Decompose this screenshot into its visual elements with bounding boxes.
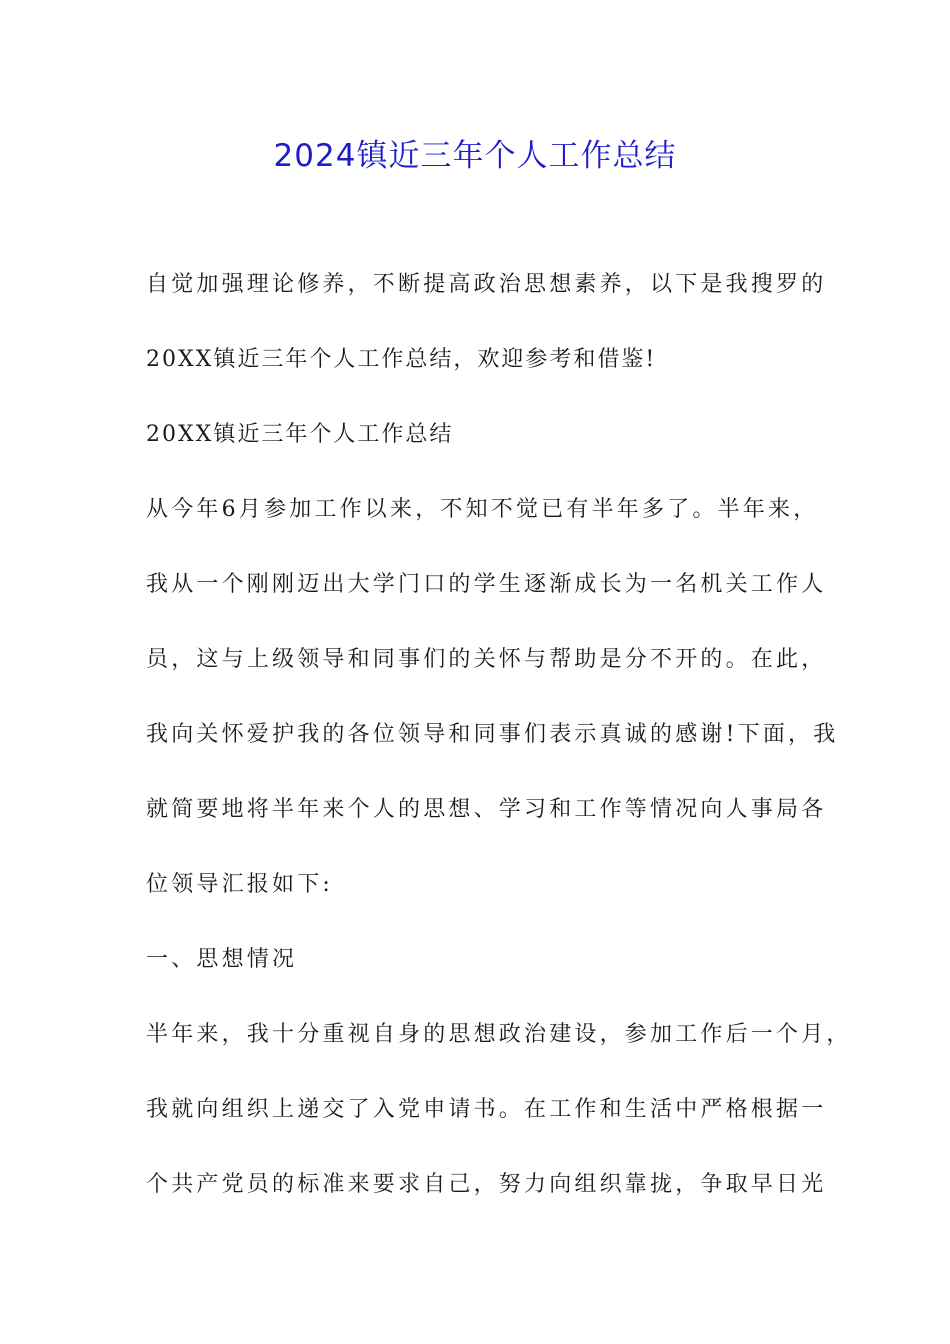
paragraph-line: 个共产党员的标准来要求自己，努力向组织靠拢，争取早日光	[146, 1172, 827, 1197]
paragraph-line: 位领导汇报如下:	[146, 872, 334, 897]
paragraph-line: 半年来，我十分重视自身的思想政治建设，参加工作后一个月，	[146, 1022, 852, 1047]
paragraph-line: 从今年6月参加工作以来，不知不觉已有半年多了。半年来，	[146, 497, 819, 522]
section-heading: 一、思想情况	[146, 947, 298, 972]
paragraph-line: 就简要地将半年来个人的思想、学习和工作等情况向人事局各	[146, 797, 827, 822]
paragraph-line: 我向关怀爱护我的各位领导和同事们表示真诚的感谢!下面，我	[146, 722, 839, 747]
paragraph-line: 自觉加强理论修养，不断提高政治思想素养，以下是我搜罗的	[146, 272, 827, 297]
paragraph-line: 员，这与上级领导和同事们的关怀与帮助是分不开的。在此，	[146, 647, 827, 672]
paragraph-line: 我就向组织上递交了入党申请书。在工作和生活中严格根据一	[146, 1097, 827, 1122]
section-heading: 20XX镇近三年个人工作总结	[146, 422, 454, 447]
paragraph-line: 我从一个刚刚迈出大学门口的学生逐渐成长为一名机关工作人	[146, 572, 827, 597]
document-title: 2024镇近三年个人工作总结	[273, 138, 677, 174]
paragraph-line: 20XX镇近三年个人工作总结，欢迎参考和借鉴!	[146, 347, 657, 372]
